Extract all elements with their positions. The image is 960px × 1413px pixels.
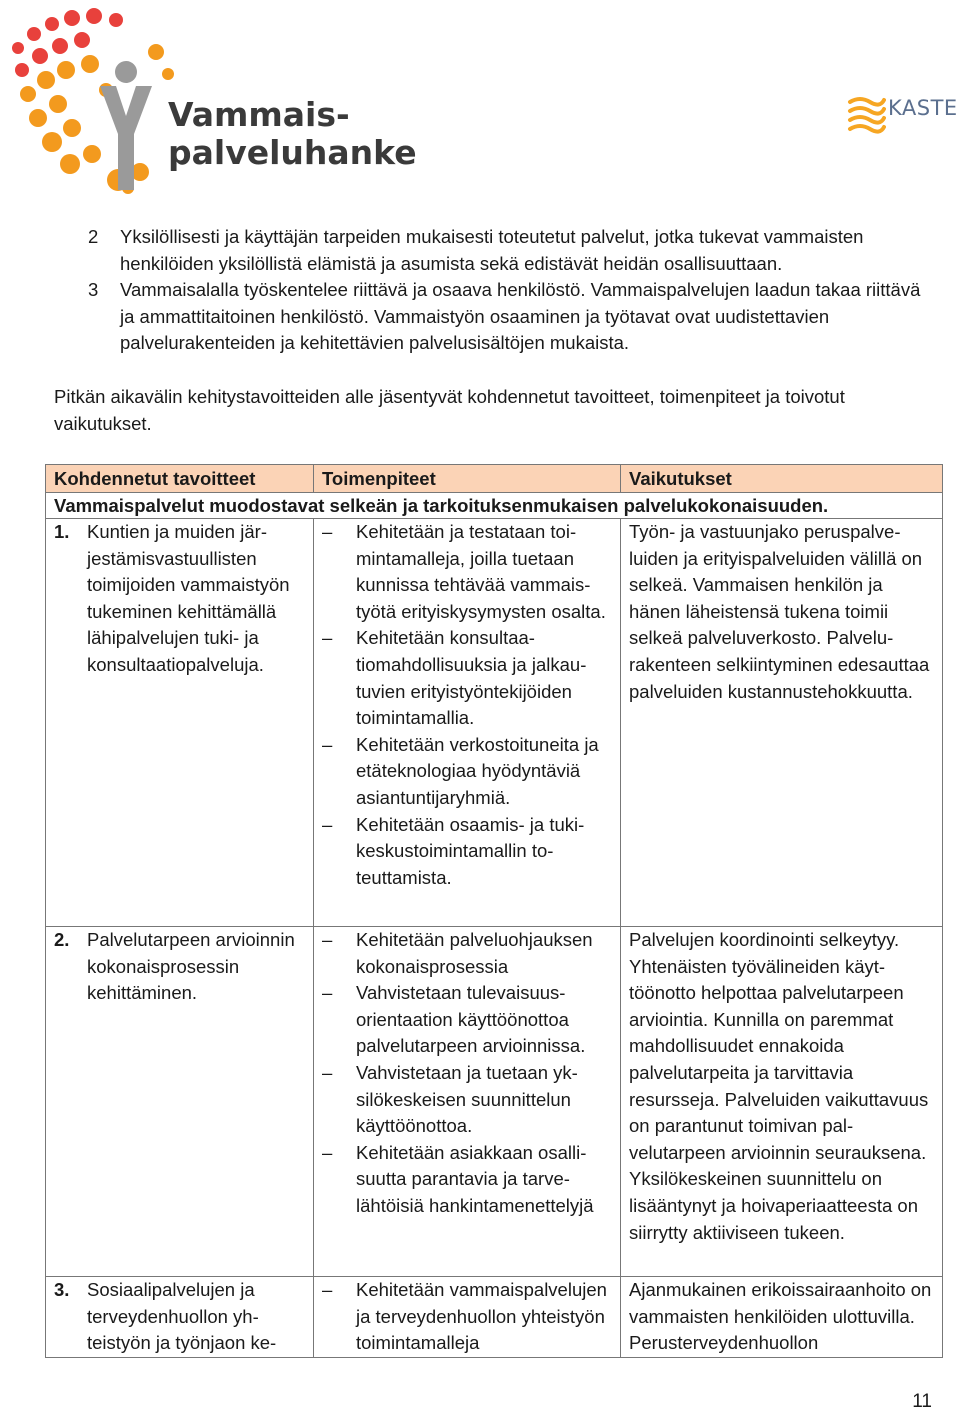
vammaispalveluhanke-logo — [8, 4, 417, 200]
action-item: – Kehitetään palveluohjauksen kokonaisprosessia — [322, 927, 612, 980]
column-header: Toimenpiteet — [314, 465, 621, 493]
goal-text: Palvelutarpeen arvioinnin kokonaisprosessin kehittäminen. — [87, 929, 295, 1004]
action-item: – Kehitetään konsultaatiomahdollisuuksia ja jalkautuvien erityistyöntekijöiden toimintamallia. — [322, 625, 612, 731]
table-row — [46, 519, 943, 927]
action-item: – Kehitetään ja testataan toimintamalleja, joilla tuetaan kunnissa tehtävää vammaistyötä erityiskysymysten osalta. — [322, 519, 612, 625]
goal-cell — [46, 519, 314, 927]
action-item: – Kehitetään asiakkaan osallisuutta parantavia ja tarvelähtöisiä hankintamenettelyjä — [322, 1140, 612, 1220]
action-item: – Kehitetään osaamis- ja tukikeskustoimintamallin toteuttamista. — [322, 812, 612, 892]
actions-cell — [314, 519, 621, 927]
table-row — [46, 1277, 943, 1358]
goal-number: 3. — [54, 1279, 70, 1300]
table-header-row — [46, 465, 943, 493]
table-banner-row — [46, 493, 943, 519]
list-item — [88, 224, 936, 277]
actions-cell — [314, 927, 621, 1277]
table-banner: Vammaispalvelut muodostavat selkeän ja tarkoituksenmukaisen palvelukokonaisuuden. — [46, 493, 943, 519]
list-item-number: 2 — [88, 226, 99, 247]
effects-cell: Palvelujen koordinointi selkeytyy. Yhtenäisten työvälineiden käyttöönotto helpottaa palvelutarpeen arviointia. Kunnilla on paremmat mahdollisuudet ennakoida palvelutarpeita ja tarvittavia resursseja. Palveluiden vaikuttavuus on parantunut toimivan palvelutarpeen arvioinnin seurauksena. Yksilökeskeinen suunnittelu on lisääntynyt ja hoivaperiaatteesta on siirrytty aktiiviseen tukeen. — [621, 927, 943, 1277]
goal-number: 2. — [54, 929, 70, 950]
people-dots-icon — [8, 4, 178, 200]
intro-paragraph: Pitkän aikavälin kehitystavoitteiden alle jäsentyvät kohdennetut tavoitteet, toimenpiteet ja toivotut vaikutukset. — [54, 386, 845, 434]
effects-cell: Ajanmukainen erikoissairaanhoito on vammaisten henkilöiden ulottuvilla. Perusterveydenhuollon — [621, 1277, 943, 1358]
goal-text: Sosiaalipalvelujen ja terveydenhuollon yhteistyön ja työnjaon ke- — [87, 1279, 277, 1354]
goals-list — [88, 224, 936, 357]
goal-text: Kuntien ja muiden järjestämisvastuullisten toimijoiden vammaistyön tukeminen kehittämällä lähipalvelujen tuki- ja konsultaatiopalveluja. — [87, 521, 290, 675]
goal-cell — [46, 927, 314, 1277]
logo-title: Vammais- palveluhanke — [168, 95, 417, 172]
list-item-text: Vammaisalalla työskentelee riittävä ja osaava henkilöstö. Vammaispalvelujen laadun takaa riittävä ja ammattitaitoinen henkilöstö. Vammaistyön osaaminen ja työtavat ovat uudistettavien palvelurakenteiden ja kehitettävien palvelusisältöjen mukaista. — [120, 279, 921, 354]
page-number: 11 — [912, 1391, 932, 1412]
kaste-waves-icon — [846, 94, 886, 134]
kaste-label: KASTE — [888, 96, 958, 120]
action-item: – Kehitetään verkostoituneita ja etäteknologiaa hyödyntäviä asiantuntijaryhmiä. — [322, 732, 612, 812]
kaste-logo — [846, 92, 960, 138]
goal-number: 1. — [54, 521, 70, 542]
table-row — [46, 927, 943, 1277]
goal-cell — [46, 1277, 314, 1358]
list-item-text: Yksilöllisesti ja käyttäjän tarpeiden mukaisesti toteutetut palvelut, jotka tukevat vammaisten henkilöiden yksilöllistä elämistä ja asumista sekä edistävät heidän osallisuuttaan. — [120, 226, 864, 274]
column-header: Kohdennetut tavoitteet — [46, 465, 314, 493]
goals-table — [45, 464, 943, 1358]
list-item-number: 3 — [88, 279, 99, 301]
column-header: Vaikutukset — [621, 465, 943, 493]
action-item: – Vahvistetaan ja tuetaan yksilökeskeisen suunnittelun käyttöönottoa. — [322, 1060, 612, 1140]
list-item — [88, 277, 936, 357]
actions-cell — [314, 1277, 621, 1358]
action-item: – Vahvistetaan tulevaisuusorientaation käyttöönottoa palvelutarpeen arvioinnissa. — [322, 980, 612, 1060]
action-item: – Kehitetään vammaispalvelujen ja terveydenhuollon yhteistyön toimintamalleja — [322, 1277, 612, 1357]
effects-cell: Työn- ja vastuunjako peruspalveluiden ja erityispalveluiden välillä on selkeä. Vammaisen henkilön ja hänen läheistensä tukena toimii selkeä palveluverkosto. Palvelurakenteen selkiintyminen edesauttaa palveluiden kustannustehokkuutta. — [621, 519, 943, 927]
